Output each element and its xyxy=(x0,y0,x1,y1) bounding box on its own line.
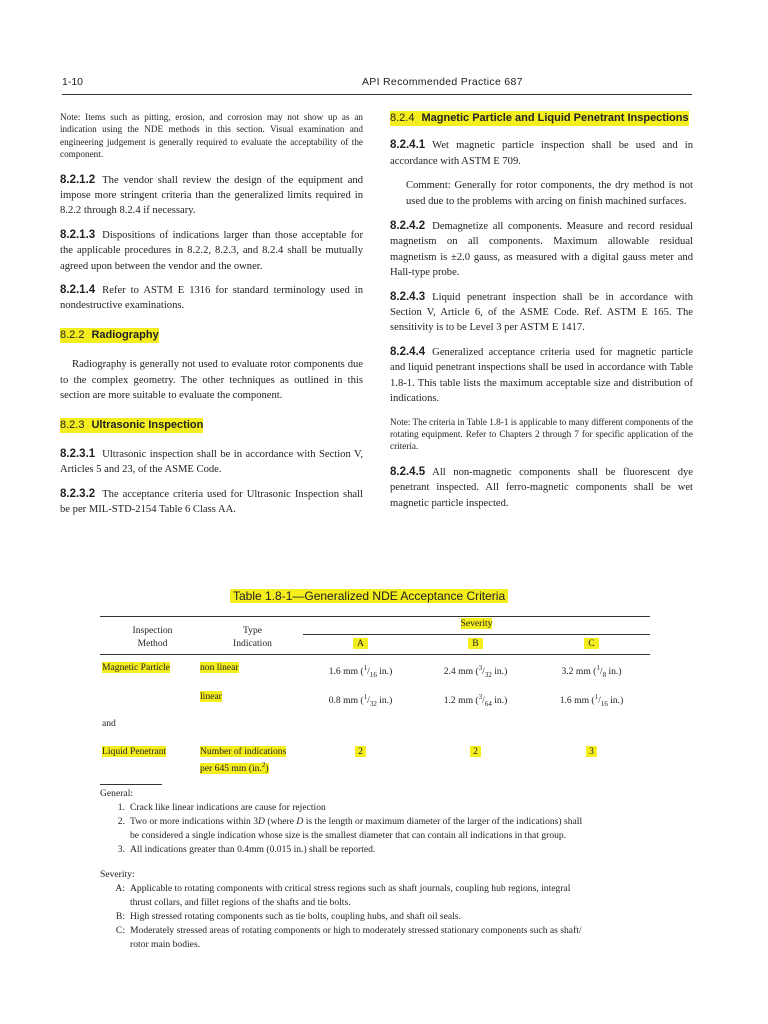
para-8-2-4-3: 8.2.4.3 Liquid penetrant inspection shall be in accordance with Section V, Article 6, of the ASME Code. Ref. ASTM E 165. The sensitivity is to be Level 3 per ASTM E 1417. xyxy=(390,290,693,334)
severity-rule xyxy=(303,634,650,635)
cell-linear-a: 0.8 mm ($^1/_{32}$ in.) xyxy=(328,693,393,709)
radiography-text: Radiography is generally not used to evaluate rotor components due to the complex geometry. The other techniques as outlined in this section are more suitable to evaluate the component. xyxy=(60,359,363,402)
severity-label: Severity: xyxy=(100,869,135,880)
comment-dry-method: Comment: Generally for rotor components, the dry method is not used due to the problems with arcing on finish machined surfaces. xyxy=(406,180,693,207)
section-heading-radiography: 8.2.2 Radiography xyxy=(60,328,363,343)
type-non-linear: non linear xyxy=(200,662,239,673)
general-item-1: 1. Crack like linear indications are cause for rejection xyxy=(117,802,326,813)
right-note: Note: The criteria in Table 1.8-1 is applicable to many different components of the rotating equipment. Refer to Chapters 2 through 7 for specific application of the criteria. xyxy=(390,416,693,452)
header-type-indication: Type Indication xyxy=(233,625,272,649)
section-heading-magnetic-particle: 8.2.4 Magnetic Particle and Liquid Penetrant Inspections xyxy=(390,111,693,126)
severity-c-header: C xyxy=(533,638,650,651)
para-8-2-4-4: 8.2.4.4 Generalized acceptance criteria used for magnetic particle and liquid penetrant inspections shall be used in accordance with Table 1.8-1. This table lists the maximum acceptable size and distribution of indications. xyxy=(390,345,693,405)
severity-item-b: B: High stressed rotating components such as tie bolts, coupling hubs, and shaft oil seals. xyxy=(115,911,461,922)
para-8-2-1-3: 8.2.1.3 Dispositions of indications larger than those acceptable for the applicable procedures in 8.2.2, 8.2.3, and 8.2.4 shall be mutually agreed upon between the vendor and the owner. xyxy=(60,228,363,272)
general-item-2: 2. Two or more indications within 3D (where D is the length or maximum diameter of the larger of the indications) shall be considered a single indication whose size is the smallest diameter that can contain all indications in that group. xyxy=(117,816,583,841)
para-8-2-3-1: 8.2.3.1 Ultrasonic inspection shall be in accordance with Section V, Articles 5 and 23, of the ASME Code. xyxy=(60,447,363,476)
severity-item-c: C: Moderately stressed areas of rotating components or high to moderately stressed stationary components such as shaft/ rotor main bodies. xyxy=(115,925,582,950)
para-8-2-4-5: 8.2.4.5 All non-magnetic components shall be fluorescent dye penetrant inspected. All ferro-magnetic components shall be wet magnetic particle inspected. xyxy=(390,465,693,509)
general-item-3: 3. All indications greater than 0.4mm (0.015 in.) shall be reported. xyxy=(117,844,376,855)
footnote-rule xyxy=(100,784,162,785)
cell-linear-c: 1.6 mm ($^1/_{16}$ in.) xyxy=(559,693,624,709)
section-heading-ultrasonic: 8.2.3 Ultrasonic Inspection xyxy=(60,418,363,433)
cell-linear-b: 1.2 mm ($^3/_{64}$ in.) xyxy=(443,693,508,709)
cell-lp-c: 3 xyxy=(533,746,650,759)
table-top-rule xyxy=(100,616,650,617)
para-8-2-4-2: 8.2.4.2 Demagnetize all components. Measure and record residual magnetism on all components. Maximum allowable residual magnetism is ±2.0 gauss, as measured with a digital gauss meter and Hall-type probe. xyxy=(390,220,693,279)
para-8-2-1-4: 8.2.1.4 Refer to ASTM E 1316 for standard terminology used in nondestructive examinations. xyxy=(60,284,363,312)
para-8-2-1-2: 8.2.1.2 The vendor shall review the design of the equipment and impose more stringent criteria than the generalized limits required in 8.2.2 through 8.2.4 if necessary. xyxy=(60,173,363,217)
cell-nonlinear-c: 3.2 mm ($^1/_8$ in.) xyxy=(561,664,622,680)
page-number: 1-10 xyxy=(62,76,84,88)
general-label: General: xyxy=(100,788,134,799)
table-header-rule xyxy=(100,654,650,655)
left-column xyxy=(60,111,363,527)
severity-b-header: B xyxy=(418,638,533,651)
severity-notes xyxy=(100,868,700,952)
general-notes xyxy=(100,787,700,857)
header-severity: Severity xyxy=(460,618,493,629)
page-header xyxy=(62,74,692,95)
cell-lp-b: 2 xyxy=(418,746,533,759)
cell-nonlinear-b: 2.4 mm ($^3/_{32}$ in.) xyxy=(443,664,508,680)
method-magnetic-particle: Magnetic Particle xyxy=(102,662,170,673)
type-linear: linear xyxy=(200,691,222,702)
and-label: and xyxy=(102,718,116,729)
left-note: Note: Items such as pitting, erosion, and corrosion may not show up as an indication using the NDE methods in this section. Visual examination and engineering judgement is generally required to evaluate the acceptability of the component. xyxy=(60,112,363,160)
type-number-of-indications: Number of indications per 645 mm (in.$^2$) xyxy=(200,746,287,774)
right-column xyxy=(390,111,693,520)
method-liquid-penetrant: Liquid Penetrant xyxy=(102,746,167,757)
header-inspection-method: Inspection Method xyxy=(132,625,173,649)
severity-a-header: A xyxy=(303,638,418,651)
severity-item-a: A: Applicable to rotating components with critical stress regions such as shaft journals, coupling hub regions, integral thrust collars, and fillet regions of the shafts and tie bolts. xyxy=(115,883,571,908)
para-8-2-4-1: 8.2.4.1 Wet magnetic particle inspection shall be used and in accordance with ASTM E 709. xyxy=(390,139,693,167)
running-title: API Recommended Practice 687 xyxy=(362,76,523,88)
para-8-2-3-2: 8.2.3.2 The acceptance criteria used for Ultrasonic Inspection shall be per MIL-STD-2154 Table 6 Class AA. xyxy=(60,487,363,516)
table-title: Table 1.8-1—Generalized NDE Acceptance Criteria xyxy=(230,589,508,603)
cell-lp-a: 2 xyxy=(303,746,418,759)
cell-nonlinear-a: 1.6 mm ($^1/_{16}$ in.) xyxy=(328,664,393,680)
